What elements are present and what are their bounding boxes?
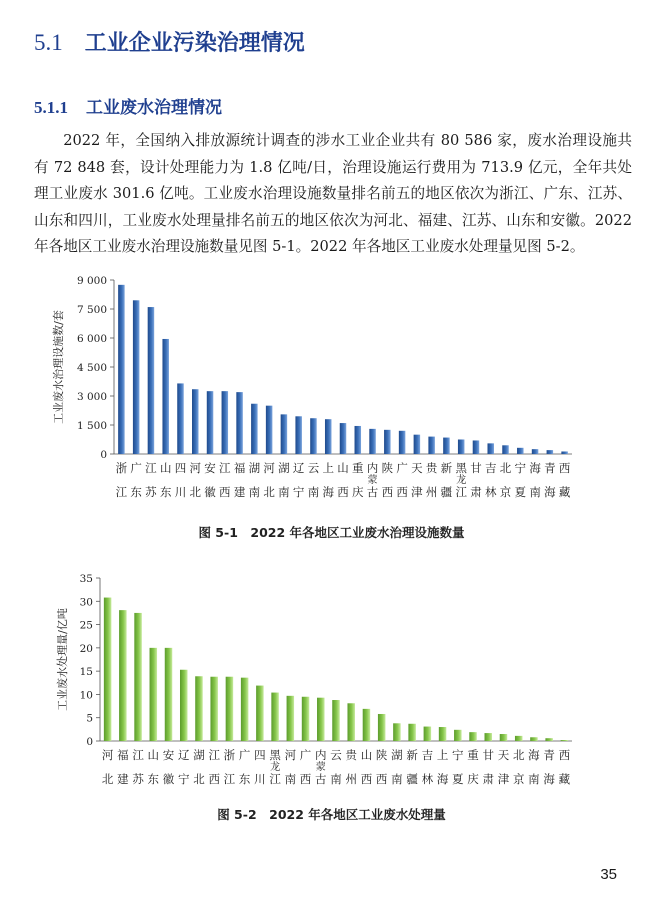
- x-tick-label: [204, 461, 216, 499]
- x-tick-char: 津: [497, 772, 510, 786]
- bar-7: [207, 391, 214, 454]
- figure-caption-5-2: 图 5-2 2022 年各地区工业废水处理量: [217, 807, 446, 822]
- x-tick-char: 河: [189, 461, 202, 475]
- x-tick-char: 南: [528, 772, 540, 786]
- x-tick-char: 辽: [177, 748, 190, 762]
- x-tick-char: 河: [284, 748, 297, 762]
- x-tick-char: 北: [189, 485, 202, 499]
- x-tick-label: [208, 748, 220, 786]
- x-tick-char: 天: [497, 748, 510, 762]
- x-tick-char: 藏: [558, 485, 571, 499]
- x-tick-label: [145, 461, 157, 499]
- x-tick-label: [376, 748, 388, 786]
- x-tick-char: 北: [193, 772, 205, 786]
- x-tick-char: 南: [330, 772, 342, 786]
- bar-31: [561, 451, 568, 454]
- bar-22: [424, 727, 432, 741]
- x-tick-char: 吉: [484, 461, 497, 475]
- x-tick-label: [382, 461, 394, 499]
- x-tick-char: 海: [436, 772, 449, 786]
- bar-9: [236, 392, 243, 454]
- y-tick-label: 0: [100, 449, 107, 461]
- x-tick-char: 内: [315, 748, 327, 762]
- y-axis-label: 工业废水处理量/亿吨: [56, 608, 69, 711]
- x-tick-char: 西: [360, 772, 373, 786]
- x-tick-char: 河: [101, 748, 114, 762]
- x-tick-label: [500, 461, 512, 499]
- x-tick-label: [234, 461, 246, 499]
- bar-15: [325, 419, 332, 454]
- x-tick-char: 京: [499, 485, 512, 499]
- x-tick-char: 安: [204, 461, 216, 475]
- x-tick-label: [160, 461, 172, 499]
- x-tick-char: 浙: [115, 461, 128, 475]
- x-tick-label: [396, 461, 408, 499]
- bar-2: [119, 610, 127, 741]
- y-tick-label: 9 000: [76, 275, 107, 287]
- x-tick-char: 州: [425, 485, 438, 499]
- bar-25: [473, 440, 480, 454]
- x-tick-label: [239, 748, 251, 786]
- x-tick-char: 山: [147, 748, 160, 762]
- y-tick-label: 1 500: [76, 420, 107, 432]
- x-tick-char: 苏: [145, 485, 157, 499]
- bar-14: [302, 697, 310, 741]
- y-tick-label: 4 500: [76, 362, 107, 374]
- x-tick-label: [163, 748, 175, 786]
- x-tick-label: [322, 461, 334, 499]
- bar-4: [162, 339, 169, 454]
- x-tick-char: 上: [322, 461, 334, 475]
- x-tick-char: 山: [159, 461, 172, 475]
- x-tick-char: 陕: [375, 748, 388, 762]
- x-tick-char: 海: [543, 772, 555, 786]
- x-tick-char: 贵: [425, 461, 438, 475]
- bar-20: [399, 431, 406, 454]
- x-tick-label: [559, 748, 571, 786]
- bar-29: [532, 449, 539, 454]
- bar-7: [195, 676, 203, 741]
- x-tick-char: 山: [360, 748, 373, 762]
- x-tick-char: 疆: [440, 485, 453, 499]
- bar-1: [118, 285, 125, 454]
- x-tick-char: 津: [411, 485, 423, 499]
- x-tick-label: [515, 461, 527, 499]
- bar-19: [378, 714, 386, 741]
- x-tick-char: 建: [117, 772, 129, 786]
- x-tick-label: [452, 748, 464, 786]
- x-tick-char: 辽: [292, 461, 305, 475]
- x-tick-char: 古: [315, 772, 327, 786]
- y-tick-label: 30: [79, 596, 93, 609]
- x-tick-char: 黑: [455, 461, 467, 475]
- x-tick-char: 京: [512, 772, 525, 786]
- page-number: 35: [600, 866, 617, 883]
- x-tick-char: 南: [391, 772, 403, 786]
- x-tick-label: [175, 461, 187, 499]
- x-tick-char: 重: [352, 461, 364, 475]
- x-tick-label: [528, 748, 540, 786]
- x-tick-char: 北: [263, 485, 275, 499]
- x-tick-char: 广: [238, 748, 251, 762]
- x-tick-char: 南: [278, 485, 290, 499]
- bar-8: [210, 677, 218, 741]
- bar-6: [192, 389, 199, 454]
- bar-27: [500, 734, 508, 741]
- x-tick-label: [544, 461, 556, 499]
- x-tick-char: 广: [130, 461, 142, 475]
- x-tick-char: 湖: [391, 748, 403, 762]
- x-tick-char: 江: [145, 461, 157, 475]
- x-tick-char: 上: [436, 748, 449, 762]
- x-tick-label: [426, 461, 439, 499]
- x-tick-char: 徽: [162, 772, 175, 786]
- bar-15: [317, 698, 325, 741]
- bar-2: [133, 300, 140, 454]
- bar-23: [439, 727, 447, 741]
- x-tick-label: [345, 748, 358, 786]
- x-tick-char: 西: [396, 485, 408, 499]
- x-tick-label: [130, 461, 142, 499]
- bar-20: [393, 723, 401, 741]
- x-tick-label: [278, 461, 290, 499]
- x-tick-char: 宁: [177, 772, 190, 786]
- x-tick-label: [441, 461, 453, 499]
- x-tick-char: 四: [174, 461, 187, 475]
- y-tick-label: 35: [79, 573, 93, 585]
- x-tick-char: 西: [381, 485, 394, 499]
- x-tick-char: 南: [529, 485, 541, 499]
- x-tick-label: [178, 748, 190, 786]
- x-tick-char: 庆: [467, 772, 479, 786]
- x-tick-char: 北: [512, 748, 525, 762]
- y-tick-label: 15: [79, 666, 93, 679]
- y-tick-label: 10: [79, 689, 93, 702]
- y-tick-label: 7 500: [76, 304, 107, 316]
- x-tick-char: 宁: [292, 485, 305, 499]
- x-tick-char: 龙: [270, 762, 281, 773]
- x-tick-char: 南: [307, 485, 320, 499]
- bar-chart-facilities: [0, 268, 663, 518]
- bar-18: [369, 429, 376, 454]
- x-tick-char: 西: [219, 485, 231, 499]
- x-tick-char: 安: [162, 748, 175, 762]
- subsection-heading: [34, 93, 222, 118]
- x-tick-label: [263, 461, 275, 499]
- x-tick-char: 吉: [421, 748, 434, 762]
- x-tick-char: 川: [254, 772, 266, 786]
- x-tick-label: [254, 748, 266, 786]
- x-tick-char: 夏: [514, 485, 527, 499]
- x-tick-label: [132, 748, 144, 786]
- bar-8: [222, 391, 229, 454]
- y-tick-label: 25: [79, 619, 93, 632]
- bar-23: [443, 438, 450, 454]
- x-tick-label: [102, 748, 114, 786]
- x-tick-char: 云: [307, 461, 320, 475]
- x-tick-label: [300, 748, 312, 786]
- x-tick-char: 新: [440, 461, 453, 475]
- x-tick-char: 甘: [482, 748, 495, 762]
- bar-5: [177, 383, 184, 454]
- bar-10: [241, 678, 249, 741]
- x-tick-label: [116, 461, 128, 499]
- y-tick-label: 5: [86, 712, 93, 725]
- bar-3: [134, 613, 142, 741]
- x-tick-char: 重: [467, 748, 479, 762]
- x-tick-char: 川: [174, 485, 187, 499]
- bar-22: [428, 437, 435, 454]
- x-tick-label: [467, 748, 479, 786]
- x-tick-label: [437, 748, 449, 786]
- y-tick-label: 6 000: [76, 333, 107, 345]
- bar-16: [332, 700, 340, 741]
- x-tick-label: [455, 461, 467, 499]
- bar-21: [414, 435, 421, 454]
- x-tick-char: 疆: [406, 772, 418, 786]
- x-tick-char: 蒙: [315, 762, 326, 773]
- bar-10: [251, 404, 258, 454]
- x-tick-char: 肃: [470, 485, 482, 499]
- x-tick-label: [249, 461, 261, 499]
- x-tick-char: 东: [147, 772, 160, 786]
- x-tick-label: [193, 748, 205, 786]
- x-tick-char: 云: [330, 748, 342, 762]
- x-tick-char: 西: [337, 485, 349, 499]
- x-tick-char: 北: [499, 461, 512, 475]
- bar-30: [545, 738, 553, 741]
- bar-24: [454, 730, 462, 741]
- x-tick-char: 海: [544, 485, 556, 499]
- y-axis-label: 工业废水治理设施数/套: [52, 310, 65, 424]
- bar-17: [355, 426, 362, 454]
- x-tick-char: 蒙: [367, 475, 378, 486]
- x-tick-char: 东: [159, 485, 172, 499]
- x-tick-char: 南: [248, 485, 261, 499]
- x-tick-char: 江: [455, 485, 467, 499]
- bar-12: [281, 414, 288, 454]
- x-tick-char: 古: [366, 485, 379, 499]
- x-tick-char: 青: [543, 748, 555, 762]
- x-tick-label: [148, 748, 160, 786]
- x-tick-label: [352, 461, 364, 499]
- bar-21: [408, 724, 416, 741]
- x-tick-label: [315, 748, 327, 786]
- x-tick-char: 甘: [470, 461, 482, 475]
- x-tick-char: 东: [130, 485, 142, 499]
- x-tick-char: 海: [529, 461, 541, 475]
- x-tick-char: 建: [233, 485, 246, 499]
- x-tick-label: [485, 461, 497, 499]
- x-tick-label: [224, 748, 236, 786]
- bar-31: [561, 740, 569, 741]
- x-tick-label: [543, 748, 555, 786]
- x-tick-char: 新: [406, 748, 418, 762]
- x-tick-label: [559, 461, 571, 499]
- x-tick-label: [337, 461, 349, 499]
- x-tick-char: 陕: [381, 461, 394, 475]
- x-tick-label: [411, 461, 423, 499]
- x-tick-char: 西: [558, 748, 571, 762]
- figure-caption-5-1: 图 5-1 2022 年各地区工业废水治理设施数量: [198, 525, 465, 540]
- x-tick-char: 山: [337, 461, 349, 475]
- x-tick-char: 江: [219, 461, 231, 475]
- bar-12: [271, 693, 279, 741]
- x-tick-char: 藏: [558, 772, 571, 786]
- x-tick-label: [219, 461, 231, 499]
- x-tick-char: 林: [484, 485, 497, 499]
- x-tick-char: 宁: [514, 461, 527, 475]
- x-tick-label: [483, 748, 495, 786]
- x-tick-label: [190, 461, 202, 499]
- x-tick-char: 江: [132, 748, 144, 762]
- x-tick-char: 林: [421, 772, 434, 786]
- bar-14: [310, 418, 317, 454]
- bar-24: [458, 440, 465, 455]
- x-tick-char: 江: [269, 772, 281, 786]
- x-tick-char: 江: [208, 748, 220, 762]
- x-tick-char: 西: [558, 461, 571, 475]
- bar-5: [165, 648, 173, 741]
- bar-4: [150, 648, 158, 741]
- x-tick-label: [422, 748, 434, 786]
- bar-9: [226, 677, 234, 741]
- x-tick-label: [513, 748, 525, 786]
- x-tick-char: 州: [345, 772, 357, 786]
- y-tick-label: 0: [86, 736, 93, 748]
- x-tick-char: 江: [223, 772, 236, 786]
- bar-13: [295, 416, 302, 454]
- x-tick-label: [470, 461, 482, 499]
- x-tick-label: [406, 748, 418, 786]
- x-tick-char: 广: [299, 748, 312, 762]
- bar-25: [469, 732, 477, 741]
- x-tick-char: 四: [254, 748, 266, 762]
- x-tick-label: [529, 461, 541, 499]
- x-tick-char: 海: [322, 485, 334, 499]
- x-tick-label: [391, 748, 403, 786]
- x-tick-label: [330, 748, 342, 786]
- bar-29: [530, 737, 538, 741]
- x-tick-char: 福: [117, 748, 129, 762]
- x-tick-label: [498, 748, 510, 786]
- section-number: 5.1: [34, 30, 63, 55]
- x-tick-char: 夏: [452, 772, 464, 786]
- x-tick-char: 东: [238, 772, 251, 786]
- bar-19: [384, 430, 391, 454]
- x-tick-char: 徽: [204, 485, 216, 499]
- x-tick-label: [285, 748, 297, 786]
- x-tick-char: 海: [528, 748, 540, 762]
- x-tick-char: 湖: [248, 461, 261, 475]
- bar-16: [340, 423, 347, 454]
- bar-30: [547, 450, 554, 454]
- bar-28: [515, 736, 523, 741]
- bar-26: [485, 733, 493, 741]
- x-tick-char: 湖: [278, 461, 290, 475]
- bar-13: [287, 696, 295, 741]
- section-title: 工业企业污染治理情况: [84, 30, 305, 56]
- x-tick-char: 肃: [482, 772, 495, 786]
- bar-17: [347, 703, 355, 741]
- x-tick-char: 浙: [223, 748, 236, 762]
- bar-28: [517, 448, 524, 454]
- x-tick-char: 江: [115, 485, 128, 499]
- x-tick-char: 天: [411, 461, 423, 475]
- x-tick-char: 河: [263, 461, 275, 475]
- x-tick-label: [308, 461, 320, 499]
- bar-11: [266, 406, 273, 454]
- bar-26: [487, 443, 494, 454]
- bar-18: [363, 709, 371, 741]
- bar-1: [104, 598, 112, 741]
- section-heading: [34, 26, 305, 57]
- x-tick-label: [117, 748, 129, 786]
- x-tick-char: 南: [284, 772, 297, 786]
- bar-11: [256, 686, 264, 741]
- x-tick-char: 西: [208, 772, 220, 786]
- body-paragraph: 2022 年，全国纳入排放源统计调查的涉水工业企业共有 80 586 家，废水治理设施共有 72 848 套，设计处理能力为 1.8 亿吨/日，治理设施运行费用为 713.9 亿元，全年共处理工业废水 301.6 亿吨。工业废水治理设施数量排名前五的地区依次为浙江、广东、江苏、山东和四川，工业废水处理量排名前五的地区依次为河北、福建、江苏、山东和安徽。2022 年各地区工业废水治理设施数量见图 5-1。2022 年各地区工业废水处理量见图 5-2。: [34, 132, 632, 256]
- x-tick-char: 内: [366, 461, 379, 475]
- subsection-number: 5.1.1: [34, 98, 68, 117]
- x-tick-char: 西: [375, 772, 388, 786]
- x-tick-char: 福: [233, 461, 246, 475]
- x-tick-char: 北: [101, 772, 114, 786]
- x-tick-label: [361, 748, 373, 786]
- x-tick-char: 青: [544, 461, 556, 475]
- x-tick-label: [269, 748, 281, 786]
- x-tick-char: 苏: [132, 772, 144, 786]
- bar-3: [148, 307, 155, 454]
- x-tick-char: 黑: [269, 748, 281, 762]
- bar-27: [502, 445, 509, 454]
- x-tick-char: 湖: [193, 748, 205, 762]
- x-tick-char: 广: [396, 461, 408, 475]
- x-tick-label: [367, 461, 379, 499]
- x-tick-label: [293, 461, 305, 499]
- bar-6: [180, 670, 188, 741]
- x-tick-char: 宁: [452, 748, 464, 762]
- y-tick-label: 20: [79, 642, 93, 655]
- subsection-title: 工业废水治理情况: [86, 98, 222, 118]
- x-tick-char: 西: [299, 772, 312, 786]
- bar-chart-treatment-volume: [0, 566, 663, 796]
- y-tick-label: 3 000: [76, 391, 107, 403]
- x-tick-char: 龙: [456, 475, 467, 486]
- x-tick-char: 庆: [352, 485, 364, 499]
- x-tick-char: 贵: [345, 748, 357, 762]
